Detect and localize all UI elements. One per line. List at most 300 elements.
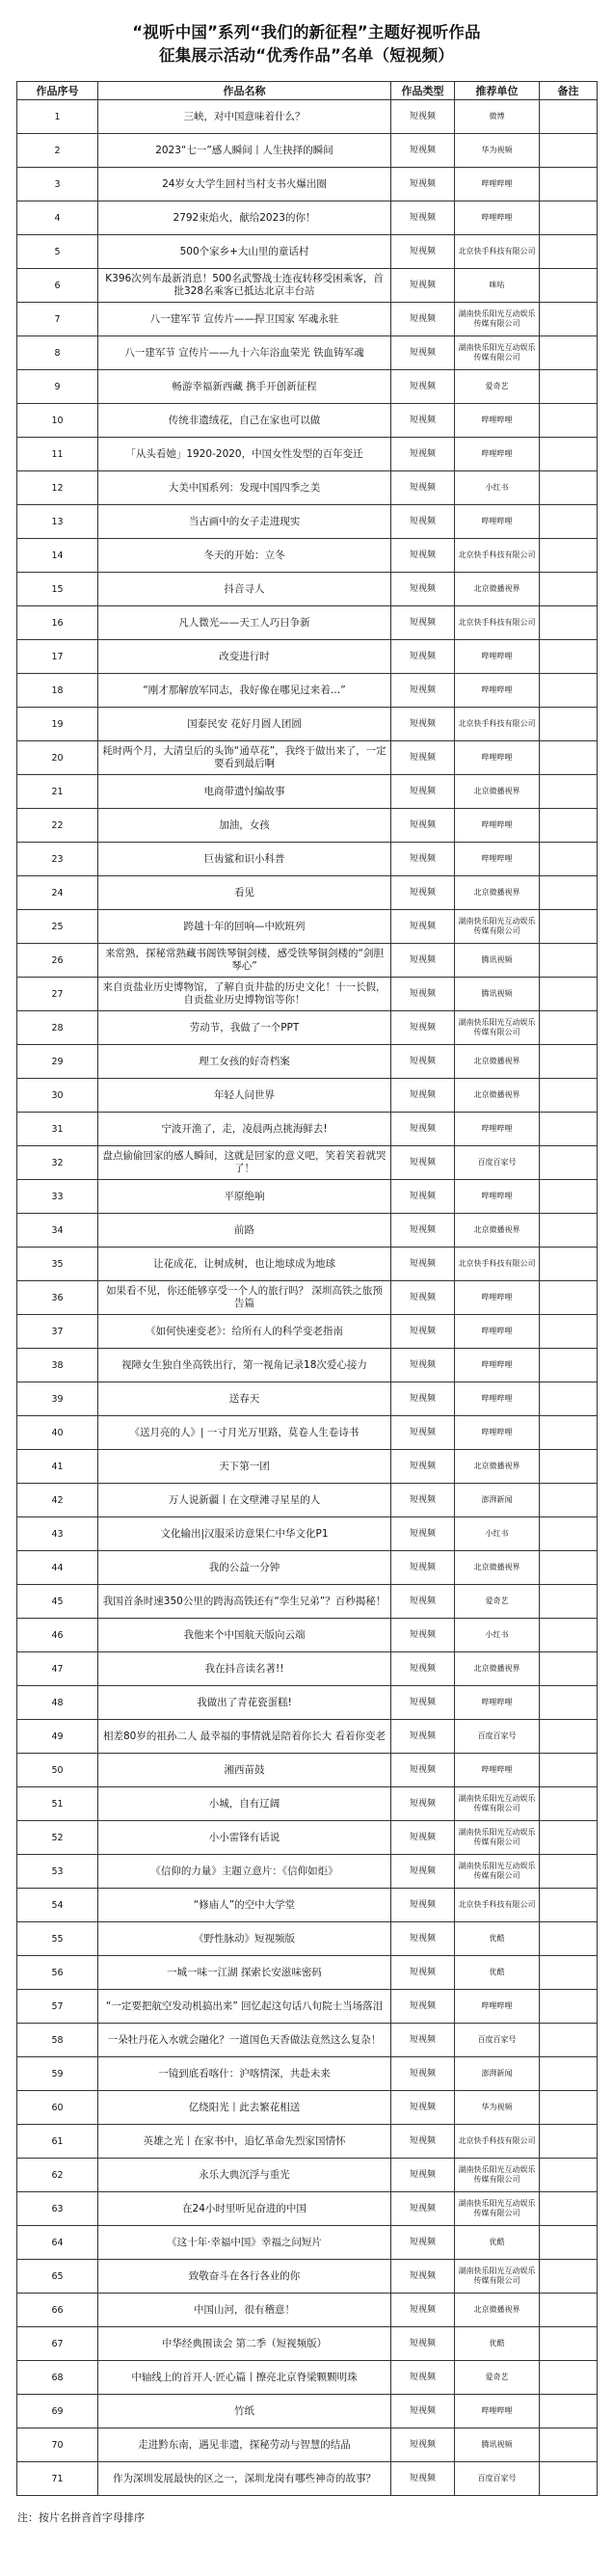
table-row	[17, 1382, 598, 1416]
cell-type: 短视频	[391, 1821, 455, 1855]
cell-remarks	[540, 505, 598, 539]
cell-title: 来常熟，探秘常熟藏书阁铁琴铜剑楼，感受铁琴铜剑楼的“剑胆琴心”	[98, 944, 391, 978]
cell-type: 短视频	[391, 2294, 455, 2327]
cell-recommender: 优酷	[455, 1956, 540, 1990]
cell-recommender: 北京微播视界	[455, 876, 540, 910]
cell-remarks	[540, 708, 598, 741]
cell-recommender: 湖南快乐阳光互动娱乐传媒有限公司	[455, 1787, 540, 1821]
cell-title: “一定要把航空发动机搞出来” 回忆起这句话八旬院士当场落泪	[98, 1990, 391, 2024]
cell-recommender: 百度百家号	[455, 1146, 540, 1180]
cell-title: “刚才那解放军同志，我好像在哪见过来着…”	[98, 674, 391, 708]
cell-type: 短视频	[391, 1315, 455, 1349]
cell-title: 来自贡盐业历史博物馆，了解自贡井盐的历史文化！十一长假，自贡盐业历史博物馆等你！	[98, 978, 391, 1011]
header-type: 作品类型	[391, 82, 455, 100]
cell-recommender: 北京微播视界	[455, 1652, 540, 1686]
cell-number: 16	[17, 606, 98, 640]
cell-number: 43	[17, 1517, 98, 1551]
cell-remarks	[540, 1821, 598, 1855]
cell-number: 62	[17, 2159, 98, 2192]
title-line-2: 征集展示活动“优秀作品”名单（短视频）	[159, 46, 454, 65]
cell-number: 68	[17, 2361, 98, 2395]
cell-title: 小小雷锋有话说	[98, 1821, 391, 1855]
cell-recommender: 北京微播视界	[455, 1551, 540, 1585]
cell-number: 20	[17, 741, 98, 775]
cell-type: 短视频	[391, 2327, 455, 2361]
awards-table	[16, 81, 598, 2496]
table-row	[17, 741, 598, 775]
cell-recommender: 湖南快乐阳光互动娱乐传媒有限公司	[455, 303, 540, 336]
cell-recommender: 北京微播视界	[455, 2294, 540, 2327]
cell-title: 500个家乡+大山里的童话村	[98, 235, 391, 269]
table-row	[17, 1754, 598, 1787]
table-row	[17, 1787, 598, 1821]
cell-number: 30	[17, 1079, 98, 1113]
table-header-row	[17, 82, 598, 100]
cell-title: 如果看不见，你还能够享受一个人的旅行吗？ 深圳高铁之旅预告篇	[98, 1281, 391, 1315]
cell-title: 大美中国系列：发现中国四季之美	[98, 471, 391, 505]
cell-title: 送春天	[98, 1382, 391, 1416]
table-row	[17, 2294, 598, 2327]
cell-recommender: 湖南快乐阳光互动娱乐传媒有限公司	[455, 2159, 540, 2192]
cell-recommender: 哔哩哔哩	[455, 741, 540, 775]
table-row	[17, 1349, 598, 1382]
table-row	[17, 269, 598, 303]
cell-number: 45	[17, 1585, 98, 1619]
table-row	[17, 1450, 598, 1484]
cell-number: 57	[17, 1990, 98, 2024]
cell-remarks	[540, 2260, 598, 2294]
cell-title: 前路	[98, 1214, 391, 1248]
cell-remarks	[540, 370, 598, 404]
table-row	[17, 1517, 598, 1551]
table-row	[17, 1922, 598, 1956]
cell-remarks	[540, 1956, 598, 1990]
cell-type: 短视频	[391, 471, 455, 505]
table-row	[17, 708, 598, 741]
cell-remarks	[540, 168, 598, 201]
table-row	[17, 640, 598, 674]
cell-recommender: 哔哩哔哩	[455, 438, 540, 471]
cell-title: 中轴线上的首开人·匠心篇丨擦亮北京脊梁颗颗明珠	[98, 2361, 391, 2395]
cell-type: 短视频	[391, 843, 455, 876]
cell-type: 短视频	[391, 640, 455, 674]
cell-recommender: 腾讯视频	[455, 2428, 540, 2462]
cell-type: 短视频	[391, 370, 455, 404]
cell-type: 短视频	[391, 708, 455, 741]
cell-recommender: 哔哩哔哩	[455, 1416, 540, 1450]
cell-recommender: 北京微播视界	[455, 573, 540, 606]
cell-recommender: 北京快手科技有限公司	[455, 1889, 540, 1922]
table-row	[17, 1956, 598, 1990]
table-row	[17, 2057, 598, 2091]
cell-recommender: 百度百家号	[455, 2462, 540, 2496]
cell-remarks	[540, 269, 598, 303]
cell-recommender: 北京快手科技有限公司	[455, 606, 540, 640]
cell-number: 2	[17, 134, 98, 168]
cell-remarks	[540, 1517, 598, 1551]
table-row	[17, 1315, 598, 1349]
cell-recommender: 华为视频	[455, 134, 540, 168]
cell-number: 12	[17, 471, 98, 505]
table-row	[17, 2428, 598, 2462]
cell-number: 60	[17, 2091, 98, 2125]
cell-number: 18	[17, 674, 98, 708]
cell-type: 短视频	[391, 1484, 455, 1517]
cell-remarks	[540, 2428, 598, 2462]
cell-remarks	[540, 2159, 598, 2192]
cell-type: 短视频	[391, 1990, 455, 2024]
cell-recommender: 北京微播视界	[455, 775, 540, 809]
table-row	[17, 1281, 598, 1315]
cell-number: 5	[17, 235, 98, 269]
cell-title: 《如何快速变老》：给所有人的科学变老指南	[98, 1315, 391, 1349]
cell-number: 66	[17, 2294, 98, 2327]
cell-title: 年轻人问世界	[98, 1079, 391, 1113]
cell-title: 我的公益一分钟	[98, 1551, 391, 1585]
cell-remarks	[540, 1585, 598, 1619]
cell-remarks	[540, 1720, 598, 1754]
cell-remarks	[540, 1248, 598, 1281]
table-row	[17, 404, 598, 438]
table-row	[17, 1889, 598, 1922]
cell-title: 一城一味一江湖 探索长安滋味密码	[98, 1956, 391, 1990]
cell-number: 19	[17, 708, 98, 741]
table-row	[17, 505, 598, 539]
cell-recommender: 哔哩哔哩	[455, 1754, 540, 1787]
cell-recommender: 优酷	[455, 2327, 540, 2361]
cell-recommender: 小红书	[455, 1517, 540, 1551]
cell-type: 短视频	[391, 1619, 455, 1652]
table-row	[17, 2159, 598, 2192]
cell-title: 当古画中的女子走进现实	[98, 505, 391, 539]
table-row	[17, 1045, 598, 1079]
cell-recommender: 百度百家号	[455, 1720, 540, 1754]
cell-remarks	[540, 1990, 598, 2024]
cell-number: 29	[17, 1045, 98, 1079]
cell-number: 59	[17, 2057, 98, 2091]
cell-title: 相差80岁的祖孙二人 最幸福的事情就是陪着你长大 看着你变老	[98, 1720, 391, 1754]
cell-title: 让花成花，让树成树，也让地球成为地球	[98, 1248, 391, 1281]
table-row	[17, 370, 598, 404]
cell-remarks	[540, 1011, 598, 1045]
cell-title: 一镜到底看喀什：沪喀情深，共赴未来	[98, 2057, 391, 2091]
cell-remarks	[540, 2057, 598, 2091]
cell-recommender: 哔哩哔哩	[455, 2395, 540, 2428]
cell-recommender: 微博	[455, 100, 540, 134]
table-row	[17, 134, 598, 168]
table-row	[17, 1484, 598, 1517]
cell-recommender: 湖南快乐阳光互动娱乐传媒有限公司	[455, 1855, 540, 1889]
cell-remarks	[540, 910, 598, 944]
table-row	[17, 1146, 598, 1180]
cell-recommender: 腾讯视频	[455, 944, 540, 978]
cell-number: 35	[17, 1248, 98, 1281]
table-row	[17, 809, 598, 843]
cell-title: 八一建军节 宣传片——九十六年浴血荣光 铁血铸军魂	[98, 336, 391, 370]
cell-recommender: 爱奇艺	[455, 2361, 540, 2395]
table-row	[17, 100, 598, 134]
cell-recommender: 哔哩哔哩	[455, 1686, 540, 1720]
table-row	[17, 910, 598, 944]
cell-recommender: 哔哩哔哩	[455, 1180, 540, 1214]
cell-type: 短视频	[391, 2024, 455, 2057]
table-row	[17, 1248, 598, 1281]
table-row	[17, 2395, 598, 2428]
cell-type: 短视频	[391, 1011, 455, 1045]
cell-type: 短视频	[391, 1652, 455, 1686]
cell-recommender: 咪咕	[455, 269, 540, 303]
cell-type: 短视频	[391, 1450, 455, 1484]
cell-title: 我他来个中国航天版向云端	[98, 1619, 391, 1652]
cell-title: 《这十年·幸福中国》幸福之问短片	[98, 2226, 391, 2260]
table-row	[17, 2361, 598, 2395]
cell-title: 宁波开渔了，走，凌晨两点挑海鲜去!	[98, 1113, 391, 1146]
cell-remarks	[540, 1146, 598, 1180]
cell-remarks	[540, 1484, 598, 1517]
cell-number: 38	[17, 1349, 98, 1382]
cell-type: 短视频	[391, 606, 455, 640]
cell-type: 短视频	[391, 1349, 455, 1382]
cell-remarks	[540, 235, 598, 269]
cell-title: 竹纸	[98, 2395, 391, 2428]
cell-number: 71	[17, 2462, 98, 2496]
cell-title: 理工女孩的好奇档案	[98, 1045, 391, 1079]
cell-type: 短视频	[391, 775, 455, 809]
cell-type: 短视频	[391, 1079, 455, 1113]
cell-title: 平原绝响	[98, 1180, 391, 1214]
cell-number: 25	[17, 910, 98, 944]
cell-title: 24岁女大学生回村当村支书火爆出圈	[98, 168, 391, 201]
cell-number: 32	[17, 1146, 98, 1180]
cell-recommender: 优酷	[455, 1922, 540, 1956]
cell-remarks	[540, 1315, 598, 1349]
table-row	[17, 573, 598, 606]
cell-number: 58	[17, 2024, 98, 2057]
cell-number: 56	[17, 1956, 98, 1990]
cell-title: 《信仰的力量》主题立意片：《信仰如炬》	[98, 1855, 391, 1889]
cell-type: 短视频	[391, 2260, 455, 2294]
cell-recommender: 哔哩哔哩	[455, 1281, 540, 1315]
cell-type: 短视频	[391, 1214, 455, 1248]
cell-type: 短视频	[391, 1585, 455, 1619]
table-row	[17, 1821, 598, 1855]
cell-recommender: 湖南快乐阳光互动娱乐传媒有限公司	[455, 1821, 540, 1855]
cell-remarks	[540, 438, 598, 471]
cell-recommender: 哔哩哔哩	[455, 404, 540, 438]
cell-type: 短视频	[391, 134, 455, 168]
cell-title: 湘西苗鼓	[98, 1754, 391, 1787]
cell-type: 短视频	[391, 336, 455, 370]
cell-type: 短视频	[391, 2091, 455, 2125]
cell-number: 26	[17, 944, 98, 978]
table-row	[17, 235, 598, 269]
cell-remarks	[540, 1652, 598, 1686]
cell-title: “修庙人”的空中大学堂	[98, 1889, 391, 1922]
table-row	[17, 201, 598, 235]
cell-type: 短视频	[391, 1517, 455, 1551]
cell-title: 我做出了青花瓷蛋糕!	[98, 1686, 391, 1720]
cell-type: 短视频	[391, 303, 455, 336]
cell-title: 加油，女孩	[98, 809, 391, 843]
cell-recommender: 北京微播视界	[455, 1079, 540, 1113]
cell-remarks	[540, 1079, 598, 1113]
table-row	[17, 471, 598, 505]
cell-number: 22	[17, 809, 98, 843]
cell-type: 短视频	[391, 809, 455, 843]
cell-recommender: 哔哩哔哩	[455, 1315, 540, 1349]
cell-title: 传统非遗绒花，自己在家也可以做	[98, 404, 391, 438]
cell-remarks	[540, 1214, 598, 1248]
cell-recommender: 北京快手科技有限公司	[455, 2125, 540, 2159]
cell-remarks	[540, 1281, 598, 1315]
cell-number: 44	[17, 1551, 98, 1585]
cell-title: 2792束焰火，献给2023的你！	[98, 201, 391, 235]
cell-type: 短视频	[391, 674, 455, 708]
cell-title: 万人说新疆丨在文壁滩寻星星的人	[98, 1484, 391, 1517]
cell-type: 短视频	[391, 2192, 455, 2226]
cell-type: 短视频	[391, 2159, 455, 2192]
cell-recommender: 小红书	[455, 1619, 540, 1652]
cell-type: 短视频	[391, 2361, 455, 2395]
cell-number: 41	[17, 1450, 98, 1484]
cell-title: 亿绕阳光丨此去繁花相送	[98, 2091, 391, 2125]
cell-recommender: 北京微播视界	[455, 1450, 540, 1484]
cell-type: 短视频	[391, 2226, 455, 2260]
cell-title: 八一建军节 宣传片——捍卫国家 军魂永驻	[98, 303, 391, 336]
table-row	[17, 539, 598, 573]
cell-title: 畅游幸福新西藏 携手开创新征程	[98, 370, 391, 404]
cell-type: 短视频	[391, 1045, 455, 1079]
cell-remarks	[540, 134, 598, 168]
cell-type: 短视频	[391, 269, 455, 303]
cell-remarks	[540, 336, 598, 370]
table-row	[17, 1585, 598, 1619]
cell-recommender: 哔哩哔哩	[455, 809, 540, 843]
cell-recommender: 北京快手科技有限公司	[455, 708, 540, 741]
cell-type: 短视频	[391, 944, 455, 978]
cell-title: 中国山河，很有稽意！	[98, 2294, 391, 2327]
header-number: 作品序号	[17, 82, 98, 100]
cell-type: 短视频	[391, 1248, 455, 1281]
cell-number: 55	[17, 1922, 98, 1956]
cell-number: 13	[17, 505, 98, 539]
cell-recommender: 爱奇艺	[455, 1585, 540, 1619]
footer-note: 注：按片名拼音首字母排序	[17, 2511, 145, 2524]
cell-remarks	[540, 843, 598, 876]
cell-type: 短视频	[391, 2395, 455, 2428]
cell-recommender: 哔哩哔哩	[455, 843, 540, 876]
cell-recommender: 哔哩哔哩	[455, 168, 540, 201]
cell-remarks	[540, 775, 598, 809]
table-row	[17, 606, 598, 640]
cell-title: 在24小时里听见奋进的中国	[98, 2192, 391, 2226]
cell-number: 4	[17, 201, 98, 235]
cell-number: 67	[17, 2327, 98, 2361]
cell-number: 21	[17, 775, 98, 809]
cell-number: 51	[17, 1787, 98, 1821]
cell-type: 短视频	[391, 2462, 455, 2496]
header-recommender: 推荐单位	[455, 82, 540, 100]
cell-remarks	[540, 1855, 598, 1889]
cell-title: 劳动节，我做了一个PPT	[98, 1011, 391, 1045]
cell-recommender: 小红书	[455, 471, 540, 505]
cell-remarks	[540, 100, 598, 134]
cell-type: 短视频	[391, 201, 455, 235]
cell-recommender: 爱奇艺	[455, 370, 540, 404]
cell-recommender: 优酷	[455, 2226, 540, 2260]
document-title	[15, 21, 598, 67]
cell-number: 46	[17, 1619, 98, 1652]
cell-remarks	[540, 303, 598, 336]
cell-remarks	[540, 1349, 598, 1382]
cell-title: 视障女生独自坐高铁出行，第一视角记录18次爱心接力	[98, 1349, 391, 1382]
cell-number: 27	[17, 978, 98, 1011]
table-row	[17, 1214, 598, 1248]
cell-remarks	[540, 1754, 598, 1787]
cell-number: 52	[17, 1821, 98, 1855]
header-title: 作品名称	[98, 82, 391, 100]
cell-title: 一朵牡丹花入水就会融化？一道国色天香做法竟然这么复杂！	[98, 2024, 391, 2057]
cell-number: 6	[17, 269, 98, 303]
cell-remarks	[540, 1551, 598, 1585]
cell-number: 70	[17, 2428, 98, 2462]
cell-remarks	[540, 471, 598, 505]
cell-remarks	[540, 573, 598, 606]
cell-recommender: 哔哩哔哩	[455, 1113, 540, 1146]
cell-title: 盘点偷偷回家的感人瞬间，这就是回家的意义吧，笑着笑着就哭了！	[98, 1146, 391, 1180]
header-remarks: 备注	[540, 82, 598, 100]
cell-number: 15	[17, 573, 98, 606]
cell-title: 我国首条时速350公里的跨海高铁还有“孪生兄弟”？百秒揭秘！	[98, 1585, 391, 1619]
cell-recommender: 北京快手科技有限公司	[455, 539, 540, 573]
cell-type: 短视频	[391, 573, 455, 606]
cell-number: 50	[17, 1754, 98, 1787]
cell-recommender: 哔哩哔哩	[455, 1382, 540, 1416]
cell-recommender: 哔哩哔哩	[455, 674, 540, 708]
cell-type: 短视频	[391, 2428, 455, 2462]
cell-title: 三峡，对中国意味着什么？	[98, 100, 391, 134]
cell-number: 48	[17, 1686, 98, 1720]
cell-type: 短视频	[391, 539, 455, 573]
cell-remarks	[540, 876, 598, 910]
cell-remarks	[540, 1450, 598, 1484]
cell-recommender: 华为视频	[455, 2091, 540, 2125]
cell-number: 28	[17, 1011, 98, 1045]
cell-title: 2023“七一”感人瞬间丨人生抉择的瞬间	[98, 134, 391, 168]
cell-number: 42	[17, 1484, 98, 1517]
cell-remarks	[540, 2294, 598, 2327]
cell-type: 短视频	[391, 978, 455, 1011]
cell-number: 37	[17, 1315, 98, 1349]
cell-type: 短视频	[391, 1146, 455, 1180]
table-row	[17, 1990, 598, 2024]
cell-title: 改变进行时	[98, 640, 391, 674]
cell-title: K396次列车最新消息！500名武警战士连夜转移受困乘客，首批328名乘客已抵达北京丰台站	[98, 269, 391, 303]
table-row	[17, 1011, 598, 1045]
cell-title: 文化输出|汉服采访意果仁中华文化P1	[98, 1517, 391, 1551]
table-row	[17, 336, 598, 370]
cell-type: 短视频	[391, 876, 455, 910]
cell-type: 短视频	[391, 505, 455, 539]
table-row	[17, 775, 598, 809]
cell-remarks	[540, 1180, 598, 1214]
cell-type: 短视频	[391, 2057, 455, 2091]
cell-remarks	[540, 640, 598, 674]
cell-number: 24	[17, 876, 98, 910]
cell-type: 短视频	[391, 1113, 455, 1146]
cell-title: 英雄之光丨在家书中，追忆革命先烈家国情怀	[98, 2125, 391, 2159]
table-row	[17, 1551, 598, 1585]
